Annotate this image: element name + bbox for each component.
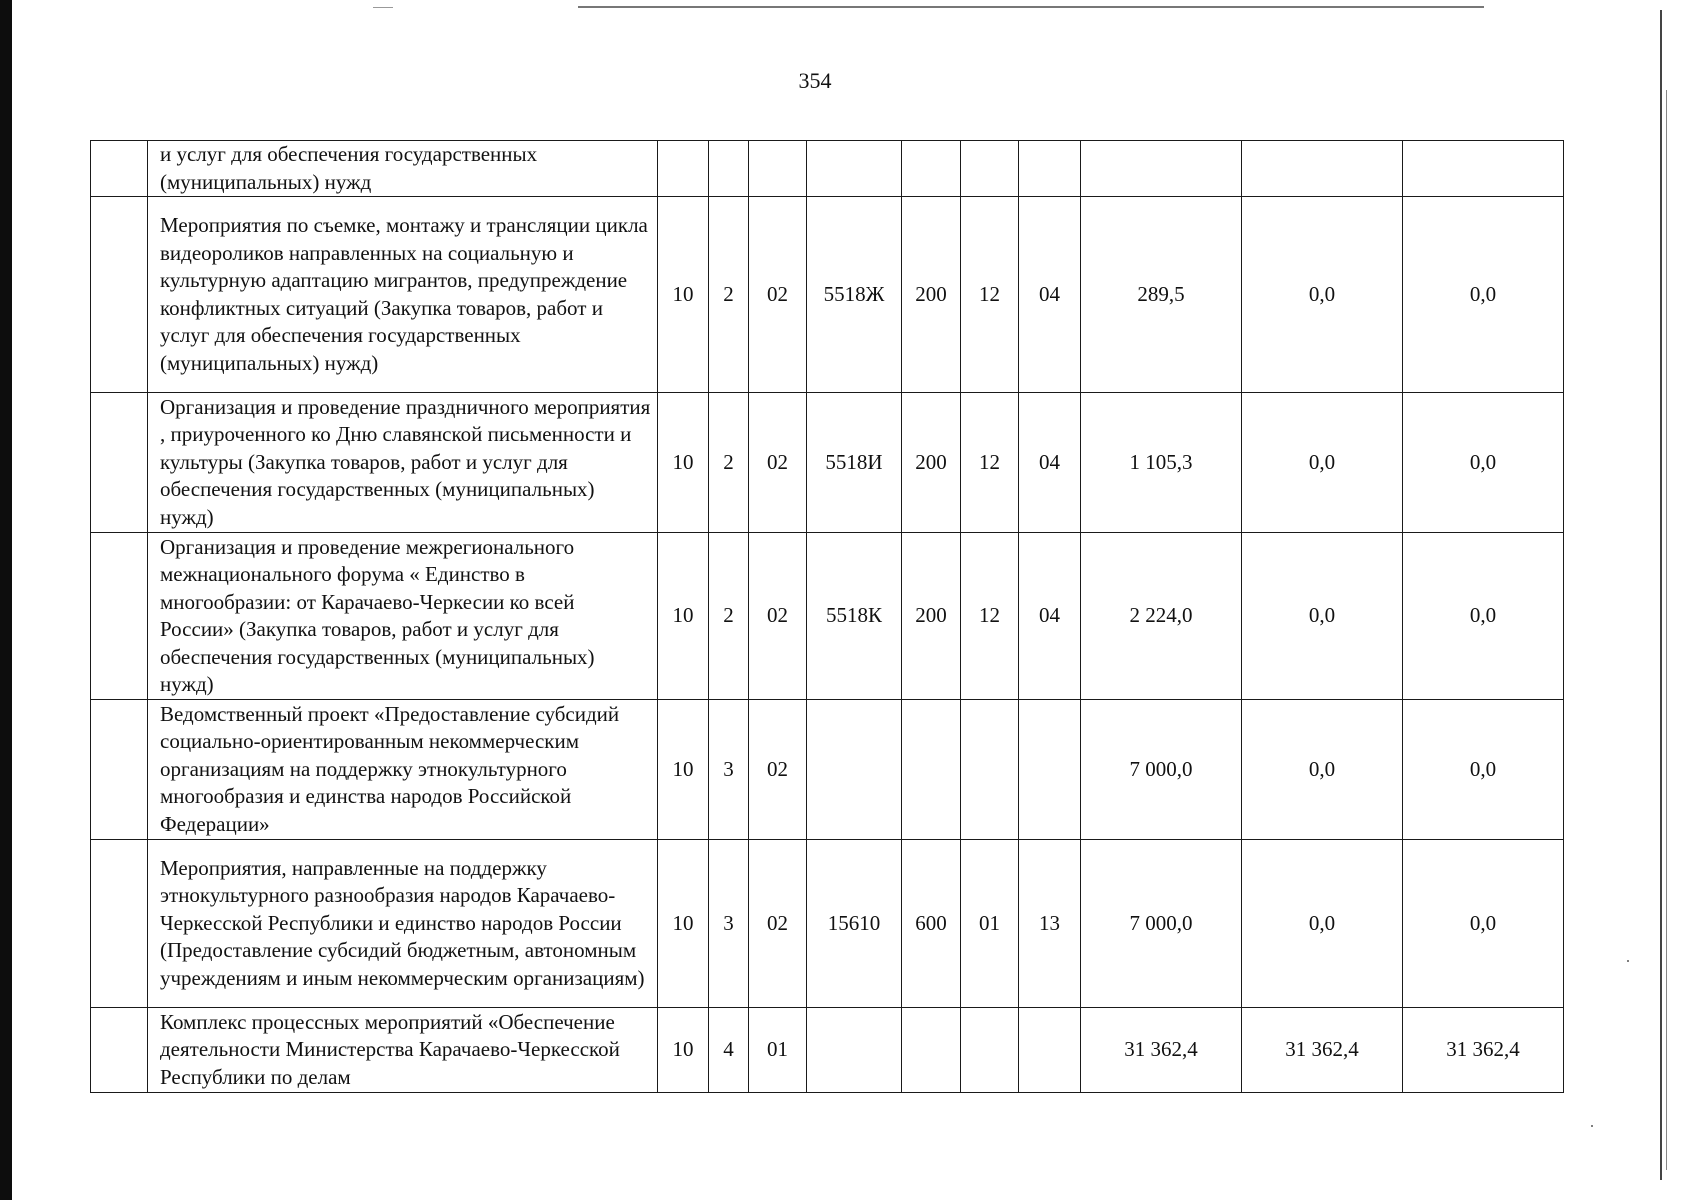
amount-cell: 0,0 bbox=[1403, 533, 1564, 700]
amount-cell: 0,0 bbox=[1242, 533, 1403, 700]
code-cell: 12 bbox=[961, 533, 1019, 700]
amount-cell: 0,0 bbox=[1242, 700, 1403, 840]
code-cell: 2 bbox=[709, 197, 749, 393]
amount-cell: 289,5 bbox=[1081, 197, 1242, 393]
description-cell: Организация и проведение праздничного мероприятия , приуроченного ко Дню славянской письменности и культуры (Закупка товаров, работ и услуг для обеспечения государственных (муниципальных) нужд) bbox=[148, 393, 658, 533]
code-cell: 04 bbox=[1019, 533, 1081, 700]
code-cell: 5518К bbox=[807, 533, 902, 700]
code-cell: 10 bbox=[658, 393, 709, 533]
code-cell: 02 bbox=[749, 700, 807, 840]
amount-cell: 0,0 bbox=[1403, 700, 1564, 840]
code-cell: 10 bbox=[658, 700, 709, 840]
code-cell: 02 bbox=[749, 197, 807, 393]
code-cell: 600 bbox=[902, 840, 961, 1008]
code-cell: 02 bbox=[749, 393, 807, 533]
code-cell bbox=[902, 141, 961, 197]
row-number-cell bbox=[91, 1008, 148, 1093]
amount-cell: 31 362,4 bbox=[1403, 1008, 1564, 1093]
scan-speck bbox=[1591, 1125, 1593, 1127]
code-cell bbox=[658, 141, 709, 197]
code-cell: 04 bbox=[1019, 197, 1081, 393]
table-row bbox=[91, 533, 1564, 700]
amount-cell: 31 362,4 bbox=[1242, 1008, 1403, 1093]
description-cell: Ведомственный проект «Предоставление субсидий социально-ориентированным некоммерческим организациям на поддержку этнокультурного многообразия и единства народов Российской Федерации» bbox=[148, 700, 658, 840]
code-cell: 15610 bbox=[807, 840, 902, 1008]
code-cell: 12 bbox=[961, 393, 1019, 533]
code-cell: 3 bbox=[709, 840, 749, 1008]
row-number-cell bbox=[91, 393, 148, 533]
scan-right-rule-secondary bbox=[1666, 90, 1667, 1170]
table-row bbox=[91, 393, 1564, 533]
code-cell: 5518Ж bbox=[807, 197, 902, 393]
table-row bbox=[91, 1008, 1564, 1093]
amount-cell: 0,0 bbox=[1403, 197, 1564, 393]
description-cell: Комплекс процессных мероприятий «Обеспечение деятельности Министерства Карачаево-Черкесской Республики по делам bbox=[148, 1008, 658, 1093]
code-cell: 200 bbox=[902, 393, 961, 533]
scan-top-rule bbox=[578, 6, 1484, 8]
code-cell: 5518И bbox=[807, 393, 902, 533]
code-cell: 01 bbox=[749, 1008, 807, 1093]
table-row bbox=[91, 700, 1564, 840]
code-cell: 04 bbox=[1019, 393, 1081, 533]
code-cell bbox=[807, 700, 902, 840]
code-cell: 02 bbox=[749, 533, 807, 700]
code-cell bbox=[961, 141, 1019, 197]
code-cell bbox=[807, 1008, 902, 1093]
amount-cell: 0,0 bbox=[1242, 197, 1403, 393]
row-number-cell bbox=[91, 197, 148, 393]
code-cell: 3 bbox=[709, 700, 749, 840]
description-cell: Мероприятия по съемке, монтажу и трансляции цикла видеороликов направленных на социальную и культурную адаптацию мигрантов, предупреждение конфликтных ситуаций (Закупка товаров, работ и услуг для обеспечения государственных (муниципальных) нужд) bbox=[148, 197, 658, 393]
code-cell: 02 bbox=[749, 840, 807, 1008]
amount-cell bbox=[1242, 141, 1403, 197]
table-row bbox=[91, 840, 1564, 1008]
amount-cell bbox=[1403, 141, 1564, 197]
amount-cell: 0,0 bbox=[1403, 840, 1564, 1008]
code-cell bbox=[902, 700, 961, 840]
row-number-cell bbox=[91, 840, 148, 1008]
description-cell: Мероприятия, направленные на поддержку этнокультурного разнообразия народов Карачаево-Черкесской Республики и единство народов России (Предоставление субсидий бюджетным, автономным учреждениям и иным некоммерческим организациям) bbox=[148, 840, 658, 1008]
amount-cell: 0,0 bbox=[1403, 393, 1564, 533]
description-cell: и услуг для обеспечения государственных (муниципальных) нужд bbox=[148, 141, 658, 197]
page-number: 354 bbox=[798, 68, 832, 93]
code-cell bbox=[1019, 1008, 1081, 1093]
amount-cell: 0,0 bbox=[1242, 840, 1403, 1008]
scan-right-rule bbox=[1660, 10, 1662, 1180]
budget-table bbox=[90, 140, 1564, 1093]
amount-cell: 1 105,3 bbox=[1081, 393, 1242, 533]
code-cell: 13 bbox=[1019, 840, 1081, 1008]
code-cell bbox=[961, 700, 1019, 840]
amount-cell: 2 224,0 bbox=[1081, 533, 1242, 700]
code-cell bbox=[1019, 141, 1081, 197]
row-number-cell bbox=[91, 533, 148, 700]
row-number-cell bbox=[91, 141, 148, 197]
code-cell: 200 bbox=[902, 533, 961, 700]
code-cell: 01 bbox=[961, 840, 1019, 1008]
table-row bbox=[91, 141, 1564, 197]
code-cell bbox=[961, 1008, 1019, 1093]
code-cell: 2 bbox=[709, 393, 749, 533]
amount-cell: 31 362,4 bbox=[1081, 1008, 1242, 1093]
table-row bbox=[91, 197, 1564, 393]
code-cell bbox=[1019, 700, 1081, 840]
code-cell: 2 bbox=[709, 533, 749, 700]
code-cell bbox=[807, 141, 902, 197]
code-cell bbox=[709, 141, 749, 197]
code-cell: 200 bbox=[902, 197, 961, 393]
amount-cell: 7 000,0 bbox=[1081, 840, 1242, 1008]
code-cell bbox=[749, 141, 807, 197]
scan-edge-bar bbox=[0, 0, 12, 1200]
code-cell: 12 bbox=[961, 197, 1019, 393]
scan-speck bbox=[1627, 960, 1629, 962]
scan-top-dash bbox=[373, 7, 393, 8]
code-cell: 10 bbox=[658, 533, 709, 700]
code-cell bbox=[902, 1008, 961, 1093]
code-cell: 4 bbox=[709, 1008, 749, 1093]
code-cell: 10 bbox=[658, 197, 709, 393]
amount-cell: 7 000,0 bbox=[1081, 700, 1242, 840]
code-cell: 10 bbox=[658, 840, 709, 1008]
amount-cell bbox=[1081, 141, 1242, 197]
description-cell: Организация и проведение межрегионального межнационального форума « Единство в многообразии: от Карачаево-Черкесии ко всей России» (Закупка товаров, работ и услуг для обеспечения государственных (муниципальных) нужд) bbox=[148, 533, 658, 700]
row-number-cell bbox=[91, 700, 148, 840]
amount-cell: 0,0 bbox=[1242, 393, 1403, 533]
code-cell: 10 bbox=[658, 1008, 709, 1093]
